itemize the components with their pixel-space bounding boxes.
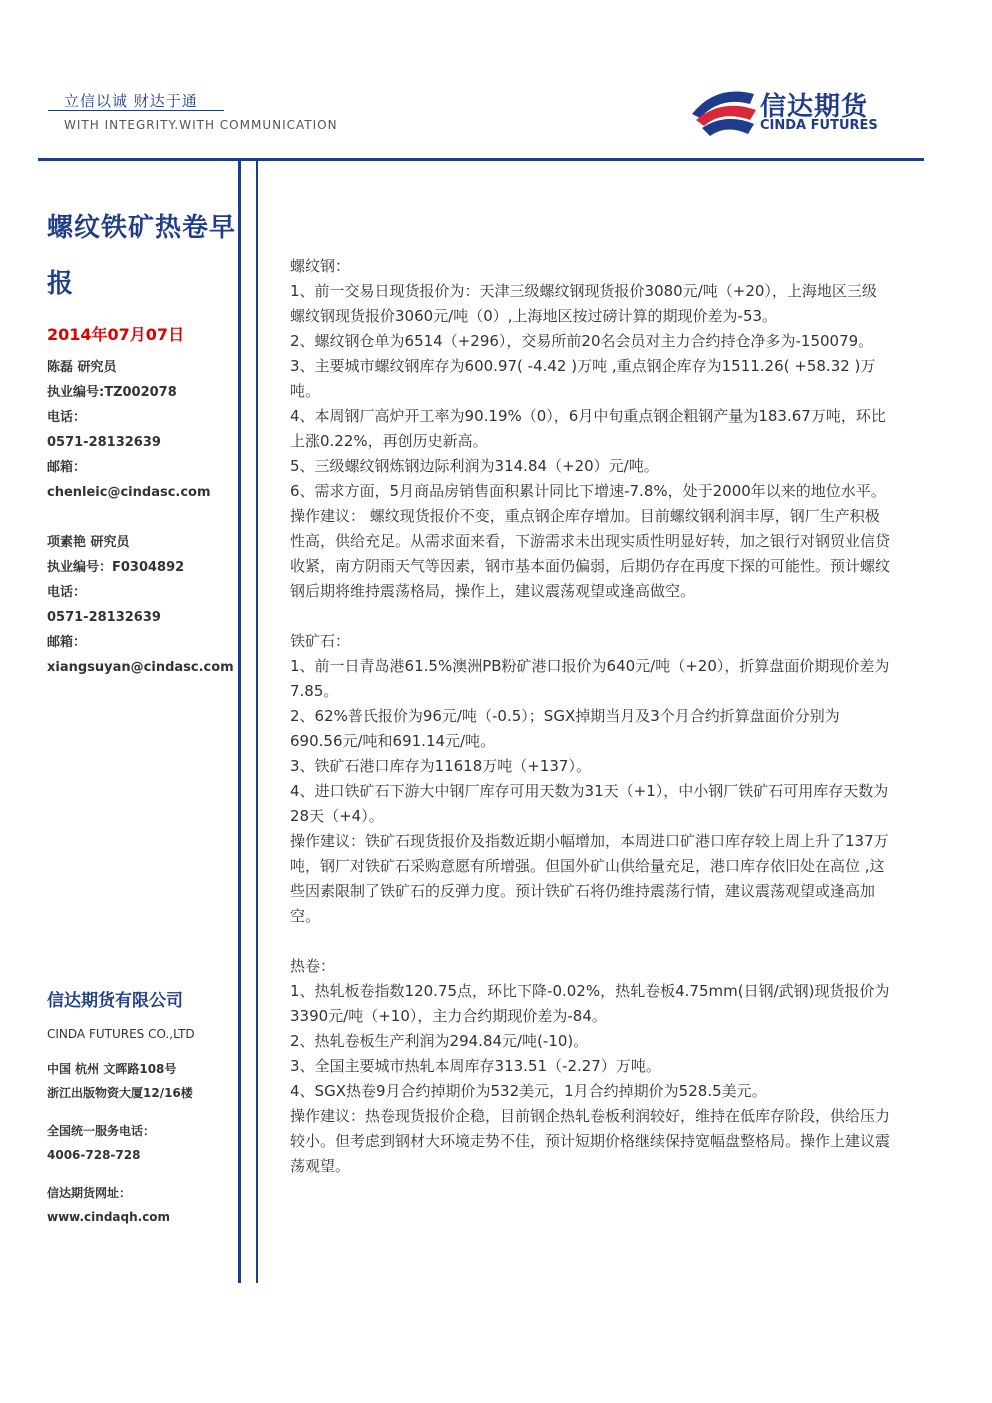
analyst-2-name: 项素艳 研究员 [47,535,130,550]
analyst-1-phone-label: 电话： [47,410,87,425]
analyst-2-email-label: 邮箱： [47,635,87,650]
report-title [47,200,237,312]
company-info [47,986,237,1229]
sidebar [47,200,237,680]
analyst-1-email[interactable]: chenleic@cindasc.com [47,485,211,500]
analyst-1-name: 陈磊 研究员 [47,360,117,375]
ore-item: 1、前一日青岛港61.5%澳洲PB粉矿港口报价为640元/吨（+20），折算盘面价期现价差为7.85。 [290,657,890,700]
company-name-en: CINDA FUTURES CO.,LTD [47,1027,195,1041]
rebar-item: 5、三级螺纹钢炼钢边际利润为314.84（+20）元/吨。 [290,457,659,475]
company-website-label: 信达期货网址： [47,1186,132,1200]
report-title-line1: 螺纹铁矿热卷早 [47,213,237,243]
logo-text-en: CINDA FUTURES [760,118,878,133]
coil-item: 3、全国主要城市热轧本周库存313.51（-2.27）万吨。 [290,1057,661,1075]
company-address [47,1057,237,1105]
company-website [47,1181,237,1229]
analyst-2-license: 执业编号：F0304892 [47,560,185,575]
header-rule [38,158,924,161]
report-body [290,254,890,1179]
analyst-2-email[interactable]: xiangsuyan@cindasc.com [47,660,234,675]
company-address-line1: 中国 杭州 文晖路108号 [47,1062,177,1076]
sidebar-rule-left [238,158,241,1283]
analyst-1 [47,355,237,505]
report-date: 2014年07月07日 [47,325,185,344]
company-hotline [47,1119,237,1167]
section-heading-coil: 热卷： [290,957,336,975]
company-website-link[interactable]: www.cindaqh.com [47,1210,171,1224]
logo-text-cn: 信达期货 [760,92,869,122]
coil-item: 4、SGX热卷9月合约掉期价为532美元，1月合约掉期价为528.5美元。 [290,1082,767,1100]
company-hotline-label: 全国统一服务电话： [47,1124,156,1138]
coil-item: 1、热轧板卷指数120.75点，环比下降-0.02%，热轧卷板4.75mm(日钢/武钢)现货报价为3390元/吨（+10），主力合约期现价差为-84。 [290,982,890,1025]
rebar-item: 1、前一交易日现货报价为：天津三级螺纹钢现货报价3080元/吨（+20），上海地区三级螺纹钢现货报价3060元/吨（0）,上海地区按过磅计算的期现价差为-53。 [290,282,877,325]
analyst-1-phone: 0571-28132639 [47,435,161,450]
rebar-item: 3、主要城市螺纹钢库存为600.97( -4.42 )万吨 ,重点钢企库存为1511.26( +58.32 )万吨。 [290,357,876,400]
analyst-2-phone: 0571-28132639 [47,610,161,625]
ore-item: 4、进口铁矿石下游大中钢厂库存可用天数为31天（+1），中小钢厂铁矿石可用库存天数为28天（+4）。 [290,782,889,825]
ore-advice: 操作建议：铁矿石现货报价及指数近期小幅增加，本周进口矿港口库存较上周上升了137万吨，钢厂对铁矿石采购意愿有所增强。但国外矿山供给量充足，港口库存依旧处在高位 ,这些因素限制了铁矿石的反弹力度。预计铁矿石将仍维持震荡行情，建议震荡观望或逢高加空。 [290,832,889,925]
rebar-item: 6、需求方面，5月商品房销售面积累计同比下增速-7.8%，处于2000年以来的地位水平。 [290,482,886,500]
slogan-underline [48,110,224,111]
slogan-cn: 立信以诚 财达于通 [64,92,198,110]
section-heading-ore: 铁矿石： [290,632,351,650]
coil-advice: 操作建议：热卷现货报价企稳，目前钢企热轧卷板利润较好，维持在低库存阶段，供给压力较小。但考虑到钢材大环境走势不佳，预计短期价格继续保持宽幅盘整格局。操作上建议震荡观望。 [290,1107,891,1175]
ore-item: 3、铁矿石港口库存为11618万吨（+137）。 [290,757,591,775]
coil-item: 2、热轧卷板生产利润为294.84元/吨(-10)。 [290,1032,589,1050]
analyst-2-phone-label: 电话： [47,585,87,600]
report-title-line2: 报 [47,269,75,299]
analyst-1-license: 执业编号:TZ002078 [47,385,177,400]
rebar-item: 2、螺纹钢仓单为6514（+296），交易所前20名会员对主力合约持仓净多为-150079。 [290,332,874,350]
analyst-2 [47,530,237,680]
analyst-1-email-label: 邮箱： [47,460,87,475]
sidebar-rule-right [256,158,258,1283]
ore-item: 2、62%普氏报价为96元/吨（-0.5）；SGX掉期当月及3个月合约折算盘面价分别为690.56元/吨和691.14元/吨。 [290,707,840,750]
rebar-item: 4、本周钢厂高炉开工率为90.19%（0），6月中旬重点钢企粗钢产量为183.67万吨，环比上涨0.22%，再创历史新高。 [290,407,886,450]
section-heading-rebar: 螺纹钢： [290,257,351,275]
company-hotline-number: 4006-728-728 [47,1148,141,1162]
company-name-cn: 信达期货有限公司 [47,991,183,1011]
rebar-advice: 操作建议： 螺纹现货报价不变，重点钢企库存增加。目前螺纹钢利润丰厚，钢厂生产积极性高，供给充足。从需求面来看，下游需求未出现实质性明显好转，加之银行对钢贸业信贷收紧，南方阴雨天气等因素，钢市基本面仍偏弱，后期仍存在再度下探的可能性。预计螺纹钢后期将维持震荡格局，操作上，建议震荡观望或逢高做空。 [290,507,891,600]
slogan-en: WITH INTEGRITY.WITH COMMUNICATION [64,118,338,132]
company-address-line2: 浙江出版物资大厦12/16楼 [47,1086,193,1100]
